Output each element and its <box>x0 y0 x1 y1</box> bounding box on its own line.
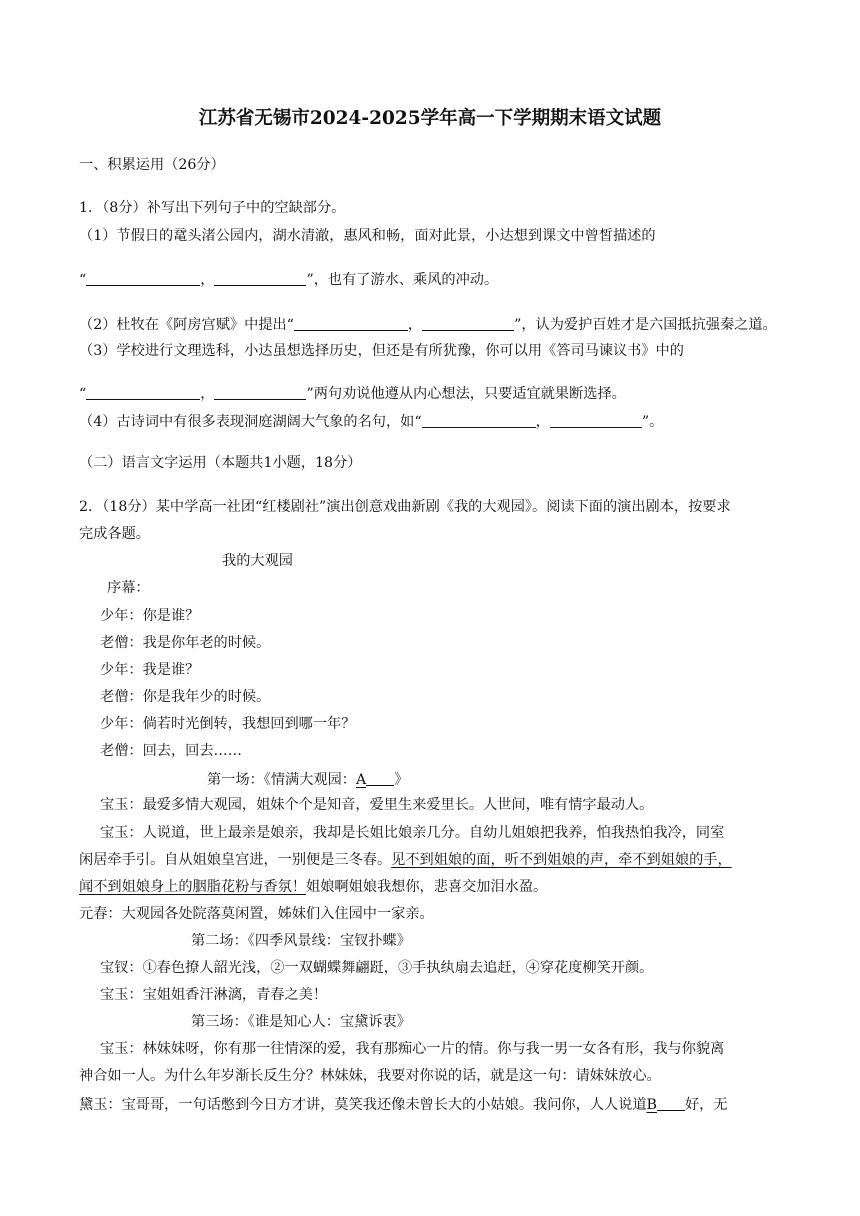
answer-blank <box>86 270 200 286</box>
script-line: 少年：我是谁？ <box>100 662 200 678</box>
question-2-stem: 2．（18分）某中学高一社团“红楼剧社”演出创意戏曲新剧《我的大观园》。阅读下面的演出剧本，按要求 <box>79 499 731 515</box>
script-line: 老僧：回去，回去…… <box>100 743 242 759</box>
blank-mark-b: B <box>646 1097 657 1113</box>
answer-blank <box>366 770 394 786</box>
script-line: 元春：大观园各处院落莫闲置，姊妹们入住园中一家亲。 <box>79 906 434 922</box>
answer-blank <box>550 412 642 428</box>
section-heading-1: 一、积累运用（26分） <box>79 157 225 173</box>
question-1-item-3-blanks: “ ， ”两句劝说他遵从内心想法，只要适宜就果断选择。 <box>79 386 626 402</box>
prologue-heading: 序幕： <box>107 580 150 596</box>
script-line: 宝钗：①春色撩人韶光浅，②一双蝴蝶舞翩跹，③手执纨扇去追赶，④穿花度柳笑开颜。 <box>100 960 654 976</box>
answer-blank <box>294 315 408 331</box>
play-title: 我的大观园 <box>222 553 293 569</box>
question-1-item-2: （2）杜牧在《阿房宫赋》中提出“ ， ”，认为爱护百姓才是六国抵抗强秦之道。 <box>79 317 777 333</box>
answer-blank <box>657 1095 685 1111</box>
scene-3-heading: 第三场：《谁是知心人：宝黛诉衷》 <box>191 1014 411 1030</box>
answer-blank <box>214 384 306 400</box>
section-heading-2: （二）语言文字运用（本题共1小题，18分） <box>79 455 362 471</box>
underlined-sentence: 闻不到姐娘身上的胭脂花粉与香氛！ <box>79 879 307 895</box>
blank-mark-a: A <box>355 772 367 788</box>
question-1-item-1-blanks: “ ， ”，也有了游水、乘风的冲动。 <box>79 272 499 288</box>
question-1-stem: 1．（8分）补写出下列句子中的空缺部分。 <box>79 200 346 216</box>
script-line: 宝玉：人说道，世上最亲是娘亲，我却是长姐比娘亲几分。自幼儿姐娘把我养，怕我热怕我冷，同室 <box>100 825 725 841</box>
scene-2-heading: 第二场：《四季风景线：宝钗扑蝶》 <box>191 933 411 949</box>
script-line: 宝玉：林妹妹呀，你有那一往情深的爱，我有那痴心一片的情。你与我一男一女各有形，我与你貌离 <box>100 1041 725 1057</box>
answer-blank <box>214 270 306 286</box>
answer-blank <box>422 315 514 331</box>
answer-blank <box>422 412 536 428</box>
script-line: 老僧：我是你年老的时候。 <box>100 635 271 651</box>
script-line: 少年：倘若时光倒转，我想回到哪一年？ <box>100 716 356 732</box>
script-line: 少年：你是谁？ <box>100 608 200 624</box>
script-line: 宝玉：最爱多情大观园，姐妹个个是知音，爱里生来爱里长。人世间，唯有情字最动人。 <box>100 797 654 813</box>
question-1-item-3: （3）学校进行文理选科，小达虽想选择历史，但还是有所犹豫，你可以用《答司马谏议书》中的 <box>79 343 684 359</box>
question-1-item-1: （1）节假日的鼋头渚公园内，湖水清澈，惠风和畅，面对此景，小达想到课文中曾皙描述的 <box>79 228 656 244</box>
underlined-sentence: 见不到姐娘的面，听不到姐娘的声，牵不到姐娘的手， <box>391 852 732 868</box>
scene-1-heading: 第一场：《情满大观园：A 》 <box>207 772 409 788</box>
script-line: 神合如一人。为什么年岁渐长反生分？林妹妹，我要对你说的话，就是这一句：请妹妹放心。 <box>79 1068 661 1084</box>
question-2-stem-cont: 完成各题。 <box>79 526 150 542</box>
question-1-item-4: （4）古诗词中有很多表现洞庭湖阔大气象的名句，如“ ， ”。 <box>79 414 664 430</box>
script-line: 黛玉：宝哥哥，一句话憋到今日方才讲，莫笑我还像未曾长大的小姑娘。我问你，人人说道B 好，无 <box>79 1097 728 1113</box>
answer-blank <box>86 384 200 400</box>
script-line: 老僧：你是我年少的时候。 <box>100 689 271 705</box>
script-line: 闲居牵手引。自从姐娘皇宫进，一别便是三冬春。见不到姐娘的面，听不到姐娘的声，牵不到姐娘的手， <box>79 852 732 868</box>
script-line: 闻不到姐娘身上的胭脂花粉与香氛！姐娘啊姐娘我想你，悲喜交加泪水盈。 <box>79 879 548 895</box>
page-title: 江苏省无锡市2024-2025学年高一下学期期末语文试题 <box>198 108 662 129</box>
script-line: 宝玉：宝姐姐香汗淋漓，青春之美！ <box>100 987 328 1003</box>
